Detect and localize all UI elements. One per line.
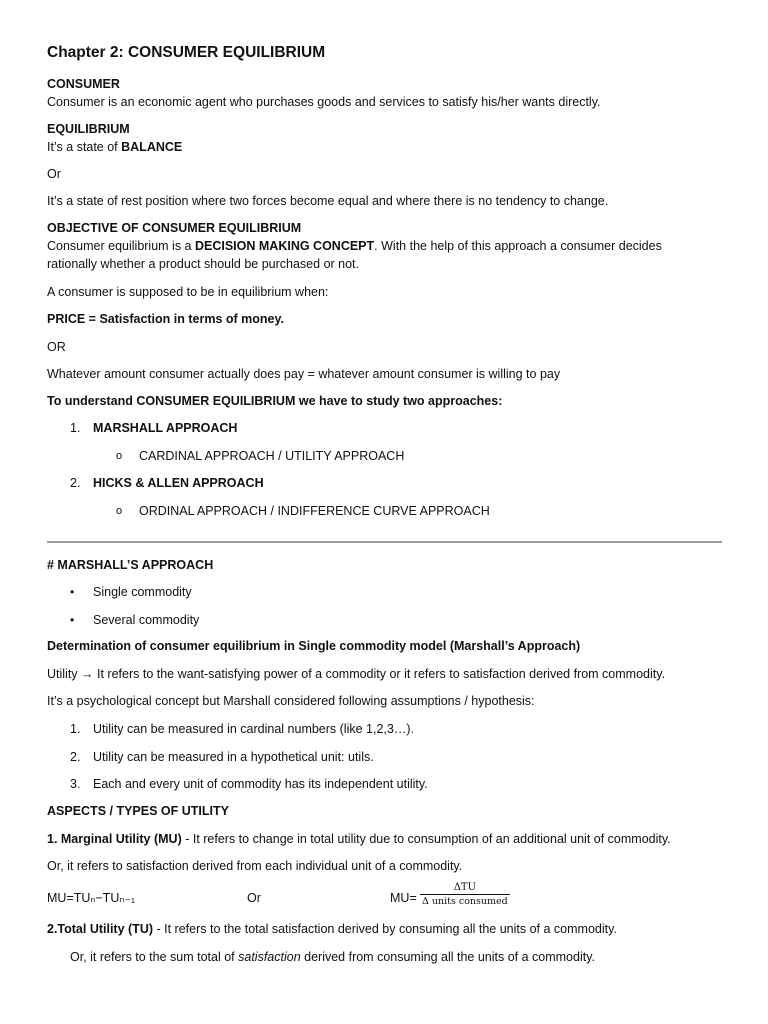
equilibrium-definition (47, 139, 182, 156)
total-utility-alt-c: derived from consuming all the units of a commodity. (300, 950, 595, 964)
bullet-icon: • (70, 585, 75, 599)
marshall-heading: # MARSHALL’S APPROACH (47, 558, 214, 572)
total-utility-label: 2.Total Utility (TU) (47, 922, 154, 936)
fraction-denominator: Δ units consumed (422, 896, 508, 907)
equilibrium-definition-text: It’s a state of (47, 140, 122, 154)
determination-heading: Determination of consumer equilibrium in Single commodity model (Marshall’s Approach) (47, 639, 581, 653)
equilibrium-heading: EQUILIBRIUM (47, 122, 130, 136)
assumption-number: 3. (70, 777, 81, 791)
consumer-heading: CONSUMER (47, 77, 120, 91)
equilibrium-or: Or (47, 167, 61, 181)
fraction-numerator: ΔTU (453, 882, 477, 893)
marginal-utility-definition (47, 831, 671, 848)
list-item: Utility can be measured in a hypothetical unit: utils. (93, 750, 374, 764)
approach-cardinal: CARDINAL APPROACH / UTILITY APPROACH (139, 449, 405, 463)
mu-formula-difference: MU=TUₙ−TUₙ₋₁ (47, 891, 136, 905)
price-satisfaction-condition: PRICE = Satisfaction in terms of money. (47, 312, 284, 326)
equilibrium-condition-intro: A consumer is supposed to be in equilibrium when: (47, 285, 329, 299)
payment-condition: Whatever amount consumer actually does pay = whatever amount consumer is willing to pay (47, 367, 561, 381)
approaches-intro: To understand CONSUMER EQUILIBRIUM we have to study two approaches: (47, 394, 503, 408)
decision-making-keyword: DECISION MAKING CONCEPT (194, 239, 375, 253)
section-divider (47, 541, 722, 543)
total-utility-definition (47, 921, 617, 938)
list-item: Several commodity (93, 613, 200, 627)
list-item: Single commodity (93, 585, 192, 599)
marginal-utility-label: 1. Marginal Utility (MU) (47, 832, 182, 846)
bullet-icon: • (70, 613, 75, 627)
objective-text-a: Consumer equilibrium is a (47, 239, 195, 253)
approach-marshall: MARSHALL APPROACH (93, 421, 238, 435)
approach-number: 1. (70, 421, 81, 435)
mu-formula-fraction (420, 882, 510, 908)
consumer-definition: Consumer is an economic agent who purchases goods and services to satisfy his/her wants directly. (47, 95, 601, 109)
total-utility-alt (70, 949, 595, 966)
condition-or: OR (47, 340, 66, 354)
equilibrium-alt-definition: It’s a state of rest position where two forces become equal and where there is no tendency to change. (47, 194, 609, 208)
approach-number: 2. (70, 476, 81, 490)
marginal-utility-alt: Or, it refers to satisfaction derived from each individual unit of a commodity. (47, 859, 463, 873)
mu-formula-prefix: MU= (390, 891, 417, 905)
total-utility-alt-a: Or, it refers to the sum total of (70, 950, 239, 964)
approach-hicks-allen: HICKS & ALLEN APPROACH (93, 476, 264, 490)
objective-paragraph-line2: rationally whether a product should be purchased or not. (47, 257, 359, 271)
marginal-utility-text: - It refers to change in total utility due to consumption of an additional unit of commodity. (181, 832, 671, 846)
satisfaction-italic: satisfaction (238, 950, 301, 964)
assumption-number: 2. (70, 750, 81, 764)
objective-text-c: . With the help of this approach a consumer decides (374, 239, 662, 253)
objective-paragraph-line1 (47, 238, 662, 255)
assumptions-intro: It’s a psychological concept but Marshall considered following assumptions / hypothesis: (47, 694, 535, 708)
formula-or: Or (247, 891, 261, 905)
assumption-number: 1. (70, 722, 81, 736)
list-item: Each and every unit of commodity has its independent utility. (93, 777, 428, 791)
balance-keyword: BALANCE (121, 140, 183, 154)
list-item: Utility can be measured in cardinal numbers (like 1,2,3…). (93, 722, 414, 736)
circle-bullet-icon: o (116, 505, 123, 517)
objective-heading: OBJECTIVE OF CONSUMER EQUILIBRIUM (47, 221, 302, 235)
approach-ordinal: ORDINAL APPROACH / INDIFFERENCE CURVE APPROACH (139, 504, 490, 518)
total-utility-text: - It refers to the total satisfaction derived by consuming all the units of a commodity. (153, 922, 617, 936)
utility-definition: Utility → It refers to the want-satisfying power of a commodity or it refers to satisfaction derived from commodity. (47, 667, 666, 681)
page-title: Chapter 2: CONSUMER EQUILIBRIUM (47, 44, 326, 61)
utility-types-heading: ASPECTS / TYPES OF UTILITY (47, 804, 229, 818)
circle-bullet-icon: o (116, 450, 123, 462)
